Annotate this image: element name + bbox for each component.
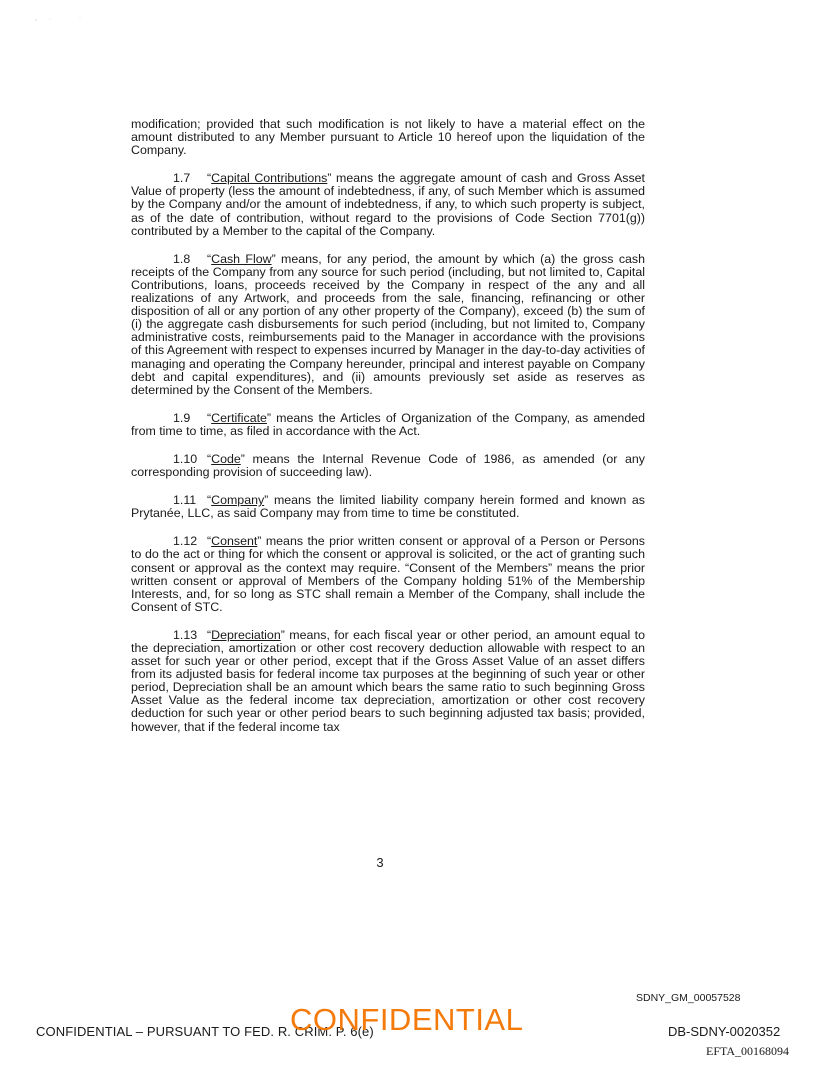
section-1-10: 1.10 “Code” means the Internal Revenue Code of 1986, as amended (or any corresponding provision of succeeding law). xyxy=(131,451,645,480)
confidential-notice: CONFIDENTIAL – PURSUANT TO FED. R. CRIM. P. 6(e) xyxy=(36,1024,374,1039)
paragraph-text: ” means the prior written consent or approval of a Person or Persons to do the act or thing for which the consent or approval is solicited, or the act of granting such consent or approval as the context may require. “Consent of the Members” means the prior written consent or approval of Members of the Company holding 51% of the Membership Interests, and, for so long as STC shall remain a Member of the Company, shall include the Consent of STC. xyxy=(131,534,645,614)
section-1-11: 1.11 “Company” means the limited liability company herein formed and known as Prytanée, LLC, as said Company may from time to time be constituted. xyxy=(131,493,645,521)
paragraph-text: ” means the Articles of Organization of the Company, as amended from time to time, as filed in accordance with the Act. xyxy=(131,410,645,438)
scan-specks xyxy=(34,14,94,26)
section-1-13: 1.13 “Depreciation” means, for each fiscal year or other period, an amount equal to the depreciation, amortization or other cost recovery deduction allowable with respect to an asset for such year or other period, except that if the Gross Asset Value of an asset differs from its adjusted basis for federal income tax purposes at the beginning of such year or other period, Depreciation shall be an amount which bears the same ratio to such beginning Gross Asset Value as the federal income tax depreciation, amortization or other cost recovery deduction for such year or other period bears to such beginning adjusted tax basis; provided, however, that if the federal income tax xyxy=(131,627,645,734)
defined-term: Cash Flow xyxy=(211,251,272,266)
section-1-9: 1.9 “Certificate” means the Articles of Organization of the Company, as amended from time to time, as filed in accordance with the Act. xyxy=(131,410,645,438)
bates-number-bottom: DB-SDNY-0020352 xyxy=(668,1024,781,1039)
section-number: 1.8 xyxy=(173,251,191,266)
section-1-7: 1.7 “Capital Contributions” means the aggregate amount of cash and Gross Asset Value of property (less the amount of indebtedness, if any, of such Member which is assumed by the Company and/or the amount of indebtedness, if any, to which such property is subject, as of the date of contribution, without regard to the provisions of Code Section 7701(g)) contributed by a Member to the capital of the Company. xyxy=(131,171,645,238)
section-1-12: 1.12 “Consent” means the prior written consent or approval of a Person or Persons to do the act or thing for which the consent or approval is solicited, or the act of granting such consent or approval as the context may require. “Consent of the Members” means the prior written consent or approval of Members of the Company holding 51% of the Membership Interests, and, for so long as STC shall remain a Member of the Company, shall include the Consent of STC. xyxy=(131,534,645,614)
paragraph-text: ” means the Internal Revenue Code of 1986, as amended (or any corresponding provision of succeeding law). xyxy=(131,451,645,480)
section-number: 1.12 xyxy=(173,534,198,549)
page-number: 3 xyxy=(376,855,384,870)
section-number: 1.11 xyxy=(173,493,197,508)
paragraph-text: ” means, for each fiscal year or other period, an amount equal to the depreciation, amortization or other cost recovery deduction allowable with respect to an asset for such year or other period, except that if the Gross Asset Value of an asset differs from its adjusted basis for federal income tax purposes at the beginning of such year or other period, Depreciation shall be an amount which bears the same ratio to such beginning Gross Asset Value as the federal income tax depreciation, amortization or other cost recovery deduction for such year or other period bears to such beginning adjusted tax basis; provided, however, that if the federal income tax xyxy=(131,627,645,734)
paragraph-text: ” means the limited liability company herein formed and known as Prytanée, LLC, as said Company may from time to time be constituted. xyxy=(131,493,645,521)
defined-term: Code xyxy=(211,451,241,466)
paragraph-text: ” means, for any period, the amount by which (a) the gross cash receipts of the Company from any source for such period (including, but not limited to, Capital Contributions, loans, proceeds received by the Company in respect of the any and all realizations of any Artwork, and proceeds from the sale, financing, refinancing or other disposition of all or any portion of any other property of the Company), exceed (b) the sum of (i) the aggregate cash disbursements for such period (including, but not limited to, Company administrative costs, reimbursements paid to the Manager in accordance with the provisions of this Agreement with respect to expenses incurred by Manager in the day-to-day activities of managing and operating the Company hereunder, principal and interest payable on Company debt and capital expenditures), and (ii) amounts previously set aside as reserves as determined by the Consent of the Members. xyxy=(131,251,645,397)
efta-number: EFTA_00168094 xyxy=(706,1044,790,1058)
defined-term: Depreciation xyxy=(211,627,281,642)
defined-term: Company xyxy=(211,493,265,508)
section-number: 1.9 xyxy=(173,410,191,425)
section-number: 1.13 xyxy=(173,627,198,642)
paragraph-continuation xyxy=(131,118,645,157)
bates-number-top: SDNY_GM_00057528 xyxy=(636,992,741,1004)
section-1-8: 1.8 “Cash Flow” means, for any period, the amount by which (a) the gross cash receipts of the Company from any source for such period (including, but not limited to, Capital Contributions, loans, proceeds received by the Company in respect of the any and all realizations of any Artwork, and proceeds from the sale, financing, refinancing or other disposition of all or any portion of any other property of the Company), exceed (b) the sum of (i) the aggregate cash disbursements for such period (including, but not limited to, Company administrative costs, reimbursements paid to the Manager in accordance with the provisions of this Agreement with respect to expenses incurred by Manager in the day-to-day activities of managing and operating the Company hereunder, principal and interest payable on Company debt and capital expenditures), and (ii) amounts previously set aside as reserves as determined by the Consent of the Members. xyxy=(131,251,645,397)
section-number: 1.7 xyxy=(173,171,191,186)
defined-term: Certificate xyxy=(211,410,267,425)
paragraph-text: ” means the aggregate amount of cash and Gross Asset Value of property (less the amount of indebtedness, if any, of such Member which is assumed by the Company and/or the amount of indebtedness, if any, to which such property is subject, as of the date of contribution, without regard to the provisions of Code Section 7701(g)) contributed by a Member to the capital of the Company. xyxy=(131,171,645,238)
document-body xyxy=(131,118,645,749)
section-number: 1.10 xyxy=(173,451,198,466)
paragraph-text: modification; provided that such modification is not likely to have a material effect on the amount distributed to any Member pursuant to Article 10 hereof upon the liquidation of the Company. xyxy=(131,117,645,158)
defined-term: Consent xyxy=(211,534,258,549)
defined-term: Capital Contributions xyxy=(211,171,328,186)
confidential-stamp: CONFIDENTIAL xyxy=(290,1002,524,1037)
